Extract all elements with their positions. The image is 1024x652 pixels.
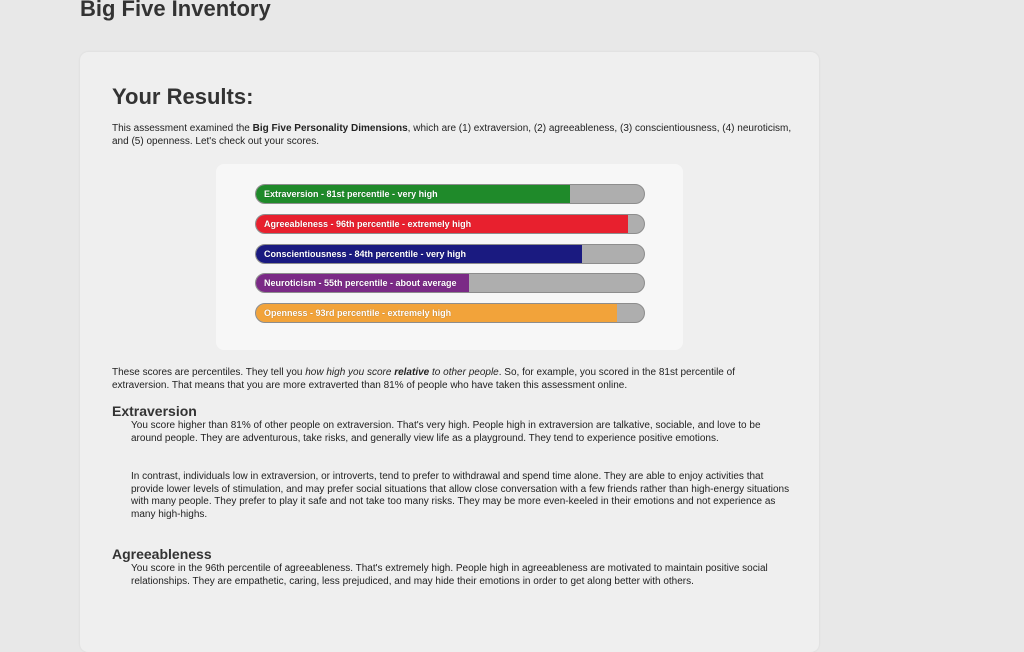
neuroticism-bar [255,273,645,293]
agreeableness-heading: Agreeableness [112,546,212,562]
extraversion-bar [255,184,645,204]
intro-text [112,122,792,148]
extraversion-text-1: You score higher than 81% of other people on extraversion. That's very high. People high in extraversion are talkative, sociable, and love to be around people. They are adventurous, take risks, and generally view life as a playground. They tend to experience positive emotions. [131,420,761,444]
explain-part-1: These scores are percentiles. They tell you [112,367,306,378]
agreeableness-text-1: You score in the 96th percentile of agreeableness. That's extremely high. People high in agreeableness are motivated to maintain positive social relationships. They are empathetic, caring, less prejudiced, and may hide their emotions in order to get along better with others. [131,563,768,587]
percentile-explanation [112,366,792,392]
results-card [80,52,819,652]
intro-suffix: , which are (1) extraversion, (2) agreeableness, (3) conscientiousness, (4) neuroticism, and (5) openness. Let's check out your scores. [112,123,792,147]
openness-bar [255,303,645,323]
explain-italic-2: to other people [429,367,499,378]
extraversion-bar-label: Extraversion - 81st percentile - very high [264,189,438,199]
conscientiousness-bar [255,244,645,264]
neuroticism-bar-label: Neuroticism - 55th percentile - about average [264,278,457,288]
explain-italic-bold [394,367,429,378]
agreeableness-bar-label: Agreeableness - 96th percentile - extremely high [264,219,472,229]
explain-part-2: . So, for example, you scored in the 81st percentile of extraversion. That means that you are more extraverted than 81% of people who have taken this assessment online. [112,367,735,391]
explain-italic-1: how high you score [305,367,395,378]
agreeableness-bar [255,214,645,234]
conscientiousness-bar-label: Conscientiousness - 84th percentile - very high [264,249,467,259]
openness-bar-label: Openness - 93rd percentile - extremely high [264,308,452,318]
results-heading: Your Results: [112,84,254,109]
page-title: Big Five Inventory [80,0,271,21]
intro-bold: Big Five Personality Dimensions [252,123,408,134]
explain-bold: relative [394,367,430,378]
score-bars-panel [216,164,683,350]
extraversion-heading: Extraversion [112,403,197,419]
extraversion-text-2: In contrast, individuals low in extraversion, or introverts, tend to prefer to withdrawal and spend time alone. They are able to enjoy activities that provide lower levels of stimulation, and may prefer social situations that allow close conversation with a few friends rather than high-energy situations with many people. They prefer to play it safe and not take too many risks. They may be more even-keeled in their emotions and not experience as many high-highs. [131,471,790,520]
intro-prefix: This assessment examined the [112,123,253,134]
